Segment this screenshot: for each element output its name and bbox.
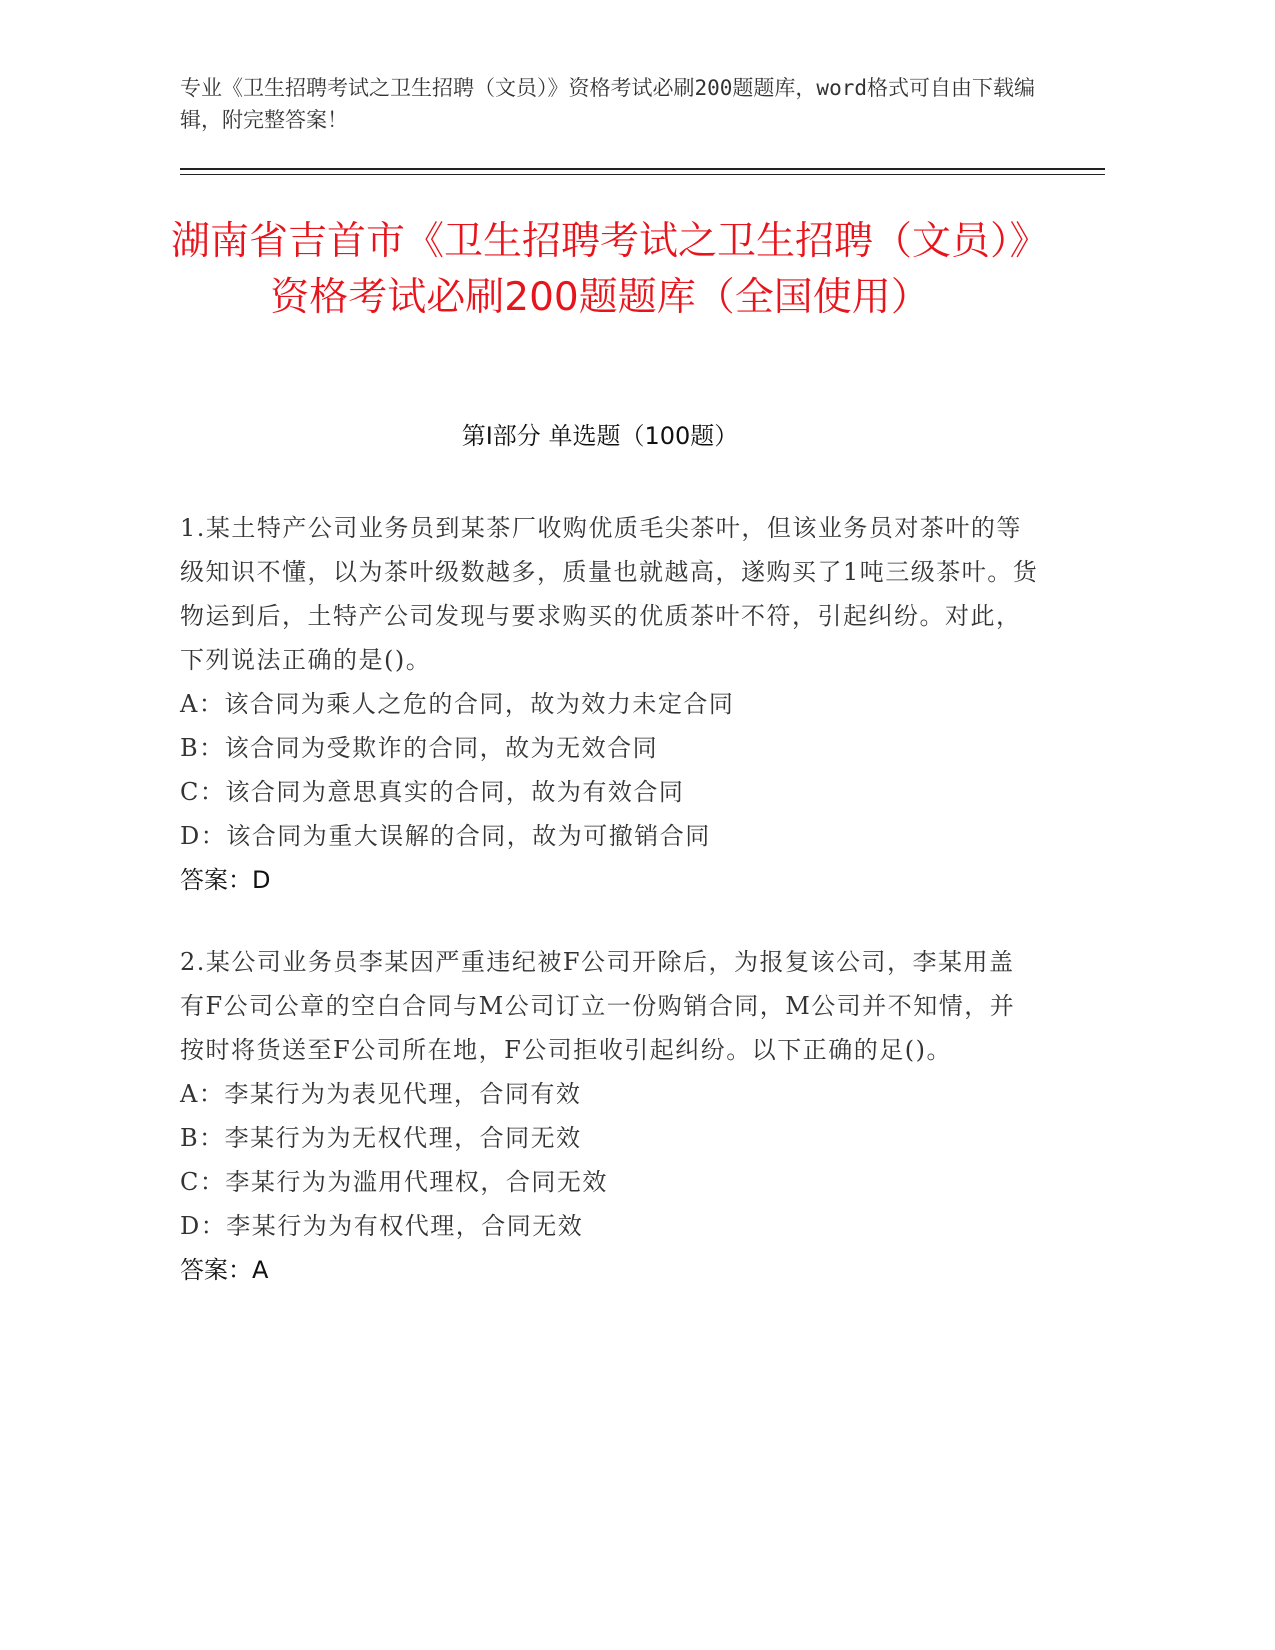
option-b: B：该合同为受欺诈的合同，故为无效合同 xyxy=(180,734,659,762)
option-b: B：李某行为为无权代理，合同无效 xyxy=(180,1124,582,1152)
header-note: 专业《卫生招聘考试之卫生招聘（文员）》资格考试必刷200题题库，word格式可自由下载编辑，附完整答案！ xyxy=(180,76,1035,132)
answer-line: 答案：A xyxy=(180,1256,269,1284)
option-c: C：该合同为意思真实的合同，故为有效合同 xyxy=(180,778,685,806)
question-stem: 2.某公司业务员李某因严重违纪被F公司开除后，为报复该公司，李某用盖有F公司公章的空白合同与M公司订立一份购销合同，M公司并不知情，并按时将货送至F公司所在地，F公司拒收引起纠纷。以下正确的足()。 xyxy=(180,948,1016,1064)
header-divider-thick xyxy=(180,168,1105,170)
answer-line: 答案：D xyxy=(180,866,271,894)
question-block-2 xyxy=(180,940,1040,1292)
header-divider-thin xyxy=(180,174,1105,175)
option-d: D：该合同为重大误解的合同，故为可撤销合同 xyxy=(180,822,711,850)
option-d: D：李某行为为有权代理，合同无效 xyxy=(180,1212,584,1240)
option-a: A：李某行为为表见代理，合同有效 xyxy=(180,1080,582,1108)
question-block-1 xyxy=(180,506,1040,902)
document-title: 湖南省吉首市《卫生招聘考试之卫生招聘（文员）》资格考试必刷200题题库（全国使用） xyxy=(170,219,1029,320)
section-heading: 第Ⅰ部分 单选题（100题） xyxy=(461,422,739,450)
option-a: A：该合同为乘人之危的合同，故为效力未定合同 xyxy=(180,690,735,718)
question-stem: 1.某土特产公司业务员到某茶厂收购优质毛尖茶叶，但该业务员对茶叶的等级知识不懂，以为茶叶级数越多，质量也就越高，遂购买了1吨三级茶叶。货物运到后，土特产公司发现与要求购买的优质茶叶不符，引起纠纷。对此，下列说法正确的是()。 xyxy=(180,514,1039,674)
option-c: C：李某行为为滥用代理权，合同无效 xyxy=(180,1168,608,1196)
